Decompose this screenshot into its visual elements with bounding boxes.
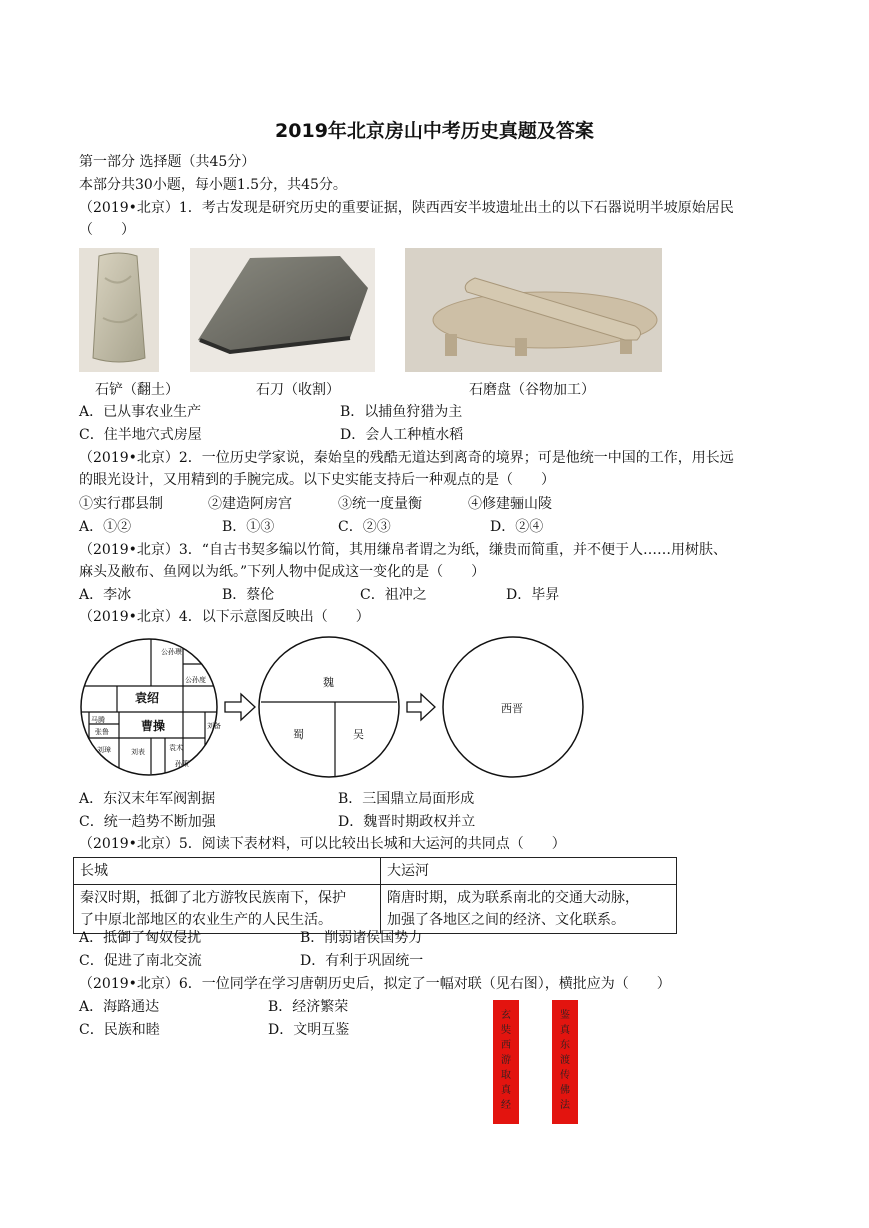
couplet-char: 经 <box>501 1100 511 1111</box>
map1-label-gongsundu: 公孙度 <box>185 676 206 684</box>
table-cell-great-wall-line2: 了中原北部地区的农业生产的人民生活。 <box>80 912 332 928</box>
q6-option-d: D．文明互鉴 <box>268 1022 350 1038</box>
map1-label-mateng: 马腾 <box>91 716 105 724</box>
table-cell-great-wall-line1: 秦汉时期，抵御了北方游牧民族南下，保护 <box>80 890 346 906</box>
couplet-char: 奘 <box>501 1025 511 1036</box>
q2-item-4: ④修建骊山陵 <box>468 496 552 512</box>
q6-option-a: A．海路通达 <box>79 999 160 1015</box>
q2-option-b: B．①③ <box>222 519 275 535</box>
q2-option-d: D．②④ <box>490 519 544 535</box>
stone-quern-photo <box>405 248 662 372</box>
q5-stem: （2019•北京）5．阅读下表材料，可以比较出长城和大运河的共同点（ ） <box>79 836 566 852</box>
table-cell-grand-canal <box>381 885 677 934</box>
q2-option-c: C．②③ <box>338 519 391 535</box>
couplet-right-scroll <box>552 1000 578 1124</box>
q4-option-b: B．三国鼎立局面形成 <box>338 791 475 807</box>
table-row <box>74 885 677 934</box>
q1-option-d: D．会人工种植水稻 <box>340 427 464 443</box>
q6-option-c: C．民族和睦 <box>79 1022 160 1038</box>
table-header-grand-canal: 大运河 <box>381 858 677 885</box>
map3-label-xijin: 西晋 <box>501 702 523 715</box>
q5-option-d: D．有利于巩固统一 <box>300 953 424 969</box>
map1-label-gongsunzan: 公孙瓒 <box>161 648 182 656</box>
q5-option-b: B．削弱诸侯国势力 <box>300 930 423 946</box>
q5-option-c: C．促进了南北交流 <box>79 953 202 969</box>
q3-option-d: D．毕昇 <box>506 587 560 603</box>
couplet-char: 玄 <box>501 1010 511 1021</box>
map2-label-wei: 魏 <box>323 676 334 689</box>
couplet-char: 佛 <box>560 1085 570 1096</box>
q4-stem: （2019•北京）4．以下示意图反映出（ ） <box>79 609 370 625</box>
couplet-char: 真 <box>501 1085 511 1096</box>
q1-stem: （2019•北京）1．考古发现是研究历史的重要证据，陕西西安半坡遗址出土的以下石器说明半坡原始居民 <box>79 200 734 216</box>
table-cell-great-wall <box>74 885 381 934</box>
table-cell-grand-canal-line1: 隋唐时期，成为联系南北的交通大动脉， <box>387 890 639 906</box>
q1-option-c: C．住半地穴式房屋 <box>79 427 202 443</box>
map1-label-liuzhang: 刘璋 <box>97 746 111 754</box>
stone-shovel-photo <box>79 248 159 372</box>
map2-label-shu: 蜀 <box>293 728 304 741</box>
table-header-great-wall: 长城 <box>74 858 381 885</box>
couplet-char: 游 <box>501 1055 511 1066</box>
table-cell-grand-canal-line2: 加强了各地区之间的经济、文化联系。 <box>387 912 625 928</box>
arrow-2-icon <box>407 694 435 720</box>
map1-label-caocao: 曹操 <box>141 719 166 733</box>
q3-option-b: B．蔡伦 <box>222 587 275 603</box>
q2-item-2: ②建造阿房宫 <box>208 496 292 512</box>
map1-label-liubei: 刘备 <box>207 722 221 730</box>
arrow-1-icon <box>225 694 255 720</box>
map1-label-yuanshu: 袁术 <box>169 744 183 752</box>
q3-stem-line2: 麻头及敝布、鱼网以为纸。”下列人物中促成这一变化的是（ ） <box>79 564 486 580</box>
page-title: 2019年北京房山中考历史真题及答案 <box>275 120 594 142</box>
q6-option-b: B．经济繁荣 <box>268 999 349 1015</box>
map2-label-wu: 吴 <box>353 728 364 741</box>
comparison-table <box>73 857 677 934</box>
couplet-char: 东 <box>560 1040 570 1051</box>
couplet-left-scroll <box>493 1000 519 1124</box>
q3-option-a: A．李冰 <box>79 587 132 603</box>
q3-stem-line1: （2019•北京）3．“自古书契多编以竹简，其用缣帛者谓之为纸，缣贵而简重，并不便于人……用树肤、 <box>79 542 727 558</box>
q2-stem-line2: 的眼光设计，又用精到的手腕完成。以下史实能支持后一种观点的是（ ） <box>79 472 555 488</box>
map1-label-zhanglu: 张鲁 <box>95 728 109 736</box>
couplet-char: 取 <box>501 1070 511 1081</box>
caption-quern: 石磨盘（谷物加工） <box>469 382 595 398</box>
map1-label-sunce: 孙策 <box>175 760 189 768</box>
couplet-char: 鉴 <box>560 1010 570 1021</box>
caption-shovel: 石铲（翻土） <box>95 382 179 398</box>
q2-item-3: ③统一度量衡 <box>338 496 422 512</box>
map1-label-yuanshao: 袁绍 <box>135 691 160 705</box>
map1-label-liubiao: 刘表 <box>131 748 145 756</box>
q4-option-c: C．统一趋势不断加强 <box>79 814 216 830</box>
couplet-char: 渡 <box>560 1055 570 1066</box>
q1-blank: （ ） <box>79 222 135 238</box>
section-heading: 第一部分 选择题（共45分） <box>79 154 256 170</box>
couplet-char: 西 <box>501 1040 511 1051</box>
q1-option-a: A．已从事农业生产 <box>79 404 202 420</box>
couplet-char: 传 <box>560 1070 570 1081</box>
q2-stem-line1: （2019•北京）2．一位历史学家说，秦始皇的残酷无道达到离奇的境界；可是他统一中国的工作，用长远 <box>79 450 734 466</box>
three-kingdoms-diagram <box>79 634 599 780</box>
q6-stem: （2019•北京）6．一位同学在学习唐朝历史后，拟定了一幅对联（见右图），横批应为（ ） <box>79 976 671 992</box>
q5-option-a: A．抵御了匈奴侵扰 <box>79 930 202 946</box>
stone-knife-photo <box>190 248 375 372</box>
q1-option-b: B．以捕鱼狩猎为主 <box>340 404 463 420</box>
instructions: 本部分共30小题，每小题1.5分，共45分。 <box>79 177 347 193</box>
q2-item-1: ①实行郡县制 <box>79 496 163 512</box>
couplet-char: 法 <box>560 1100 570 1111</box>
q4-option-d: D．魏晋时期政权并立 <box>338 814 476 830</box>
table-header-row <box>74 858 677 885</box>
q4-option-a: A．东汉末年军阀割据 <box>79 791 216 807</box>
q3-option-c: C．祖冲之 <box>360 587 427 603</box>
q2-option-a: A．①② <box>79 519 132 535</box>
couplet-char: 真 <box>560 1025 570 1036</box>
caption-knife: 石刀（收割） <box>256 382 340 398</box>
